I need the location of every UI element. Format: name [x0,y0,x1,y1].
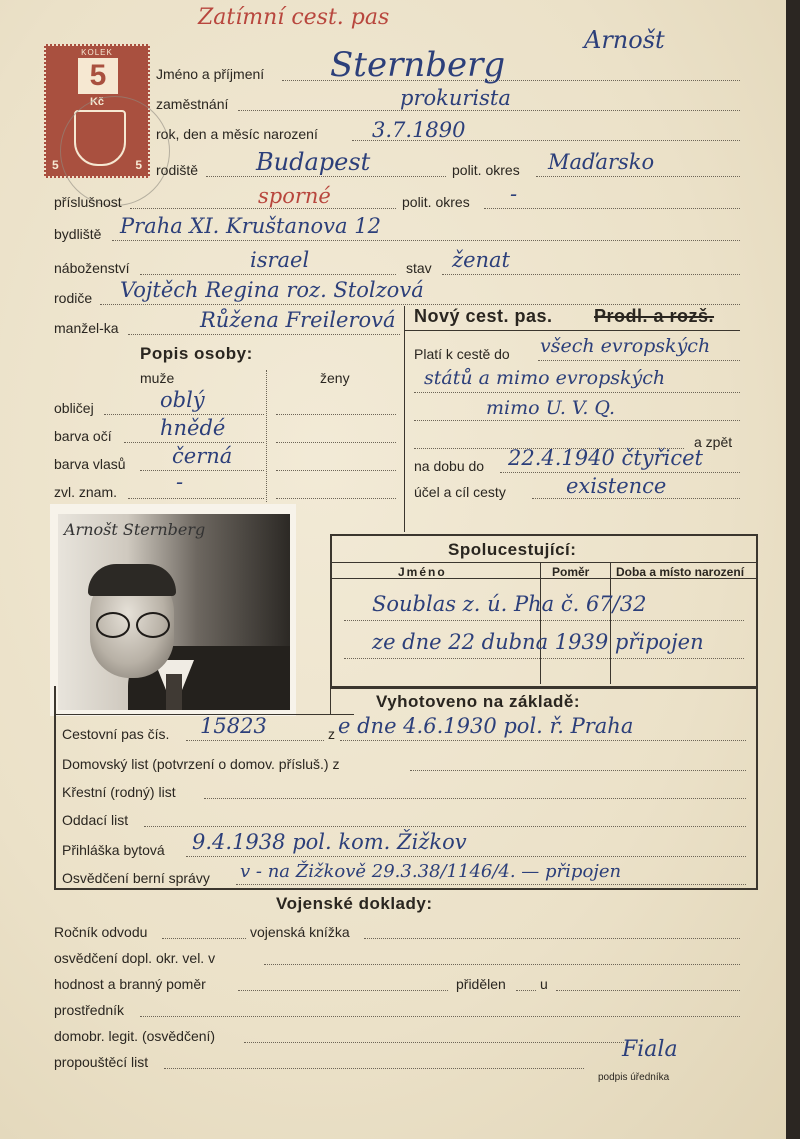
eye-color-line [124,442,264,443]
spouse-line [128,334,400,335]
parents-label: rodiče [54,290,93,306]
description-col-women: ženy [320,370,350,386]
stamp-top-text: KOLEK [81,48,113,57]
draft-year-label: Ročník odvodu [54,924,148,940]
registration-line [186,856,746,857]
military-book-line [364,938,740,939]
status-label: stav [406,260,432,276]
period-line [500,472,740,473]
legit-line [244,1042,624,1043]
registration-label: Přihláška bytová [62,842,165,858]
middleman-label: prostředník [54,1002,125,1018]
renewal-heading: Prodl. a rozš. [594,306,715,326]
valid-line-3 [414,420,740,421]
name-value: Sternberg [330,45,506,85]
companions-col-relation: Poměr [552,565,590,579]
polit-okres-line [536,176,740,177]
passport-no-label: Cestovní pas čís. [62,726,170,742]
citizenship-line [130,208,396,209]
and-back-label: a zpět [694,434,733,450]
middleman-line [140,1016,740,1017]
companions-line-1 [344,620,744,621]
occupation-value: prokurista [400,86,511,110]
valid-value-3: mimo U. V. Q. [486,397,616,419]
military-heading: Vojenské doklady: [276,894,433,913]
companions-col-name: Jméno [398,565,447,579]
legit-label: domobr. legit. (osvědčení) [54,1028,216,1044]
stamp-currency: Kč [89,96,105,108]
hair-color-value: černá [172,444,233,468]
birth-label: rok, den a měsíc narození [156,126,318,142]
marks-label: zvl. znam. [54,484,118,500]
status-line [442,274,740,275]
discharge-line [164,1068,584,1069]
official-signature-label: podpis úředníka [598,1072,670,1083]
assigned-line [516,990,536,991]
hair-color-line [140,470,264,471]
citizenship-value: sporné [258,184,331,208]
tax-value: v - na Žižkově 29.3.38/1146/4. — připojen [240,861,622,882]
military-book-label: vojenská knížka [250,924,350,940]
passport-no-line [186,740,324,741]
passport-date-value: e dne 4.6.1930 pol. ř. Praha [338,714,634,738]
title-handwritten: Zatímní cest. pas [198,5,390,30]
stamp-corner-left: 5 [52,158,59,172]
baptism-label: Křestní (rodný) list [62,784,176,800]
assigned-label: přidělen [456,976,506,992]
eye-color-label: barva očí [54,428,112,444]
military-cert-label: osvědčení dopl. okr. vel. v [54,950,216,966]
domicile-label: Domovský list (potvrzení o domov. přísluš.) z [62,756,340,772]
discharge-label: propouštěcí list [54,1054,149,1070]
description-col-men: muže [140,370,175,386]
photo-image [58,514,290,710]
postmark-circle-icon [60,96,170,206]
polit-okres-2-value: - [510,182,518,206]
marks-line [128,498,264,499]
marks-value: - [176,470,184,494]
official-signature: Fiala [622,1037,678,1062]
residence-label: bydliště [54,226,102,242]
purpose-label: účel a cíl cesty [414,484,506,500]
spouse-value: Růžena Freilerová [200,308,396,332]
marriage-label: Oddací list [62,812,129,828]
companions-heading: Spolucestující: [448,540,577,559]
companions-col-birth: Doba a místo narození [616,565,745,579]
face-line [104,414,264,415]
passport-box-left-border [404,306,405,532]
description-heading: Popis osoby: [140,344,253,363]
parents-value: Vojtěch Regina roz. Stolzová [120,278,424,302]
passport-date-prefix: z [328,726,335,742]
valid-line-2 [414,392,740,393]
scan-edge [786,0,800,1139]
status-value: ženat [452,248,510,272]
registration-value: 9.4.1938 pol. kom. Žižkov [192,830,467,854]
valid-label: Platí k cestě do [414,346,510,362]
birthplace-value: Budapest [256,148,371,176]
hair-color-label: barva vlasů [54,456,126,472]
name-label: Jméno a příjmení [156,66,265,82]
companions-row-2: ze dne 22 dubna 1939 připojen [372,630,704,654]
companions-divider-2 [610,562,611,684]
birthplace-label: rodiště [156,162,199,178]
face-line-women [276,414,396,415]
companions-row-1: Soublas z. ú. Pha č. 67/32 [372,592,647,616]
birth-value: 3.7.1890 [372,118,466,142]
religion-label: náboženství [54,260,130,276]
valid-value-1: všech evropských [540,335,711,357]
stamp-value: 5 [78,58,118,94]
residence-value: Praha XI. Kruštanova 12 [120,214,381,238]
companions-divider-1 [540,562,541,684]
companions-col-rule [332,578,756,579]
firstname-handwritten: Arnošt [584,26,665,54]
occupation-label: zaměstnání [156,96,229,112]
stamp-corner-right: 5 [135,158,142,172]
valid-line-1 [538,360,740,361]
eye-color-line-women [276,442,396,443]
passport-box-header-rule [404,330,740,331]
purpose-line [532,498,740,499]
new-passport-heading: Nový cest. pas. [414,306,553,326]
photo-signature: Arnošt Sternberg [64,520,206,539]
glasses-icon [96,612,172,636]
domicile-line [410,770,746,771]
rank-label: hodnost a branný poměr [54,976,206,992]
polit-okres-2-line [484,208,740,209]
spouse-label: manžel-ka [54,320,119,336]
religion-value: israel [250,248,310,272]
photo-hair [88,564,176,596]
issued-box-step [330,686,331,714]
companions-header-rule [332,562,756,563]
occupation-line [238,110,740,111]
military-cert-line [264,964,740,965]
eye-color-value: hnědé [160,416,226,440]
passport-no-value: 15823 [200,714,267,738]
face-value: oblý [160,388,205,412]
issued-heading: Vyhotoveno na základě: [376,692,581,711]
rank-line [238,990,448,991]
polit-okres-value: Maďarsko [548,150,655,174]
residence-line [112,240,740,241]
polit-okres-label: polit. okres [452,162,520,178]
description-divider [266,370,267,502]
tax-line [236,884,746,885]
period-label: na dobu do [414,458,485,474]
valid-value-2: států a mimo evropských [424,367,666,389]
parents-line [100,304,740,305]
tax-label: Osvědčení berní správy [62,870,210,886]
baptism-line [204,798,746,799]
marks-line-women [276,498,396,499]
birthplace-line [206,176,446,177]
face-label: obličej [54,400,94,416]
assigned-u-label: u [540,976,548,992]
purpose-value: existence [566,474,667,498]
religion-line [140,274,396,275]
assigned-u-line [556,990,740,991]
portrait-photo [50,504,296,716]
marriage-line [144,826,746,827]
companions-line-2 [344,658,744,659]
issued-box-top-right [330,688,756,689]
polit-okres-2-label: polit. okres [402,194,470,210]
hair-color-line-women [276,470,396,471]
draft-year-line [162,938,246,939]
period-value: 22.4.1940 čtyřicet [508,446,703,470]
citizenship-label: příslušnost [54,194,122,210]
passport-date-line [340,740,746,741]
